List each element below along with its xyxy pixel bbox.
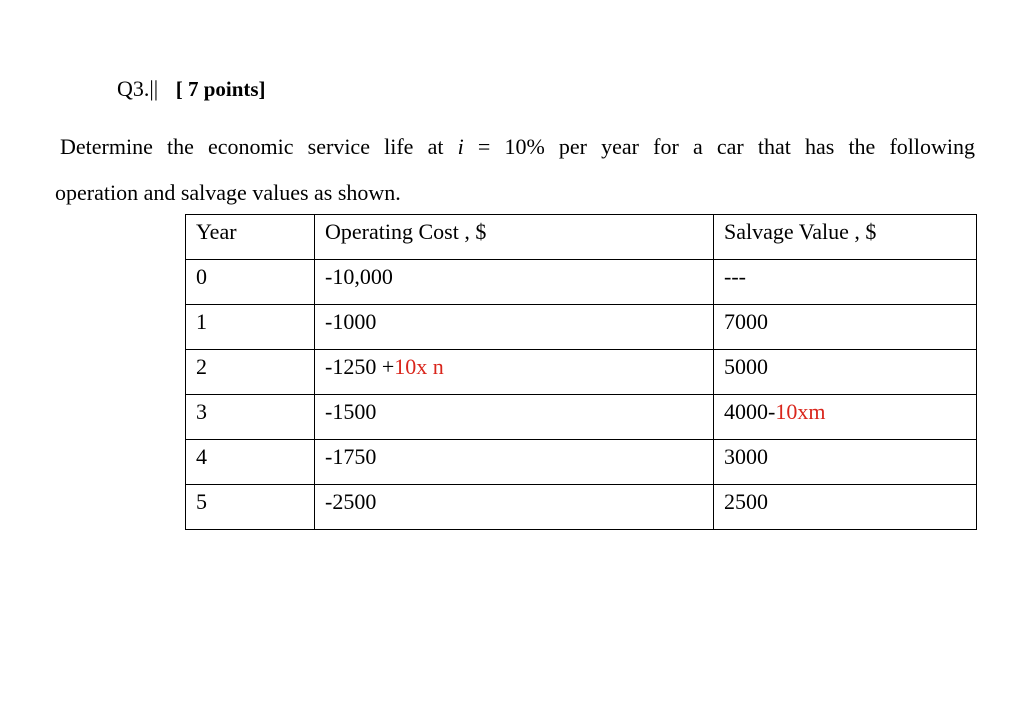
header-salvage-value: Salvage Value , $: [714, 215, 977, 260]
operating-cost-modifier: 10x n: [394, 354, 444, 379]
table-header-row: [186, 215, 977, 260]
cell-year: 0: [186, 260, 315, 305]
cell-operating-cost: -1000: [315, 305, 714, 350]
problem-line-2: operation and salvage values as shown.: [55, 180, 401, 205]
question-heading: [117, 74, 266, 104]
cell-operating-cost: -1250 +10x n: [315, 350, 714, 395]
cost-salvage-table: [185, 214, 977, 530]
header-year: Year: [186, 215, 315, 260]
cell-salvage-value: 5000: [714, 350, 977, 395]
cell-operating-cost: -10,000: [315, 260, 714, 305]
header-operating-cost: Operating Cost , $: [315, 215, 714, 260]
question-number: Q3.||: [117, 76, 159, 101]
table-row: [186, 440, 977, 485]
problem-line-1: [55, 124, 975, 170]
table-row: [186, 485, 977, 530]
cell-salvage-value: 7000: [714, 305, 977, 350]
cell-operating-cost: -2500: [315, 485, 714, 530]
problem-statement: [55, 124, 975, 216]
interest-variable: i: [457, 134, 464, 159]
cell-year: 4: [186, 440, 315, 485]
cell-year: 1: [186, 305, 315, 350]
cell-operating-cost: -1750: [315, 440, 714, 485]
problem-line-1-end: = 10% per year for a car that has the following: [477, 134, 976, 159]
salvage-value-modifier: 10xm: [775, 399, 826, 424]
cell-salvage-value: ---: [714, 260, 977, 305]
cell-operating-cost: -1500: [315, 395, 714, 440]
table-row: [186, 260, 977, 305]
table-row: [186, 305, 977, 350]
cell-salvage-value: 2500: [714, 485, 977, 530]
cell-year: 5: [186, 485, 315, 530]
question-points: [ 7 points]: [175, 77, 266, 101]
cell-salvage-value: 4000-10xm: [714, 395, 977, 440]
table-row: [186, 395, 977, 440]
table-row: [186, 350, 977, 395]
problem-line-1-start: Determine the economic service life at: [60, 134, 444, 159]
cell-salvage-value: 3000: [714, 440, 977, 485]
cell-year: 2: [186, 350, 315, 395]
cell-year: 3: [186, 395, 315, 440]
